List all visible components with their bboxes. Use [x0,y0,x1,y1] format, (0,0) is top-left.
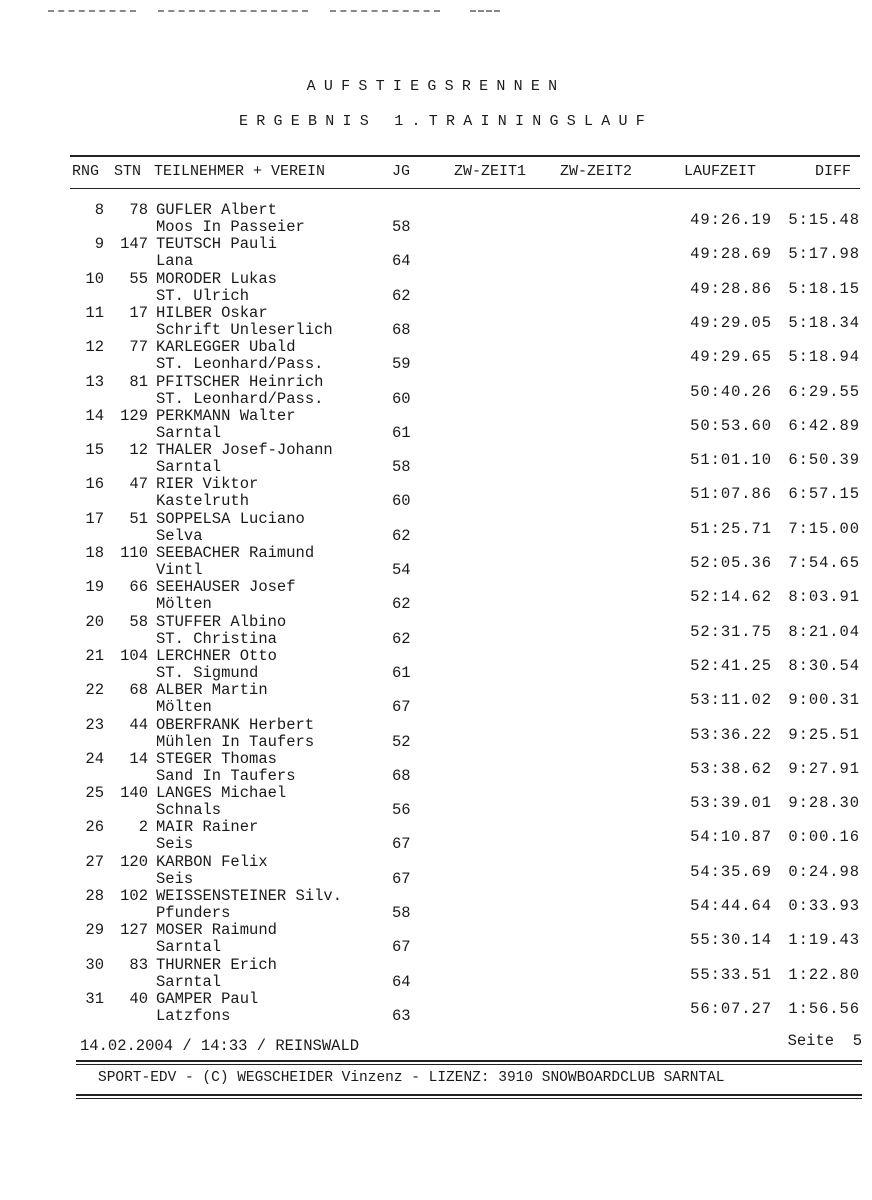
rank: 22 [85,681,104,700]
participant-name: MAIR Rainer [156,818,259,837]
start-number: 102 [120,887,148,905]
time-difference: 0:33.93 [788,897,860,915]
participant-name: SOPPELSA Luciano [156,509,305,528]
header-diff: DIFF [815,163,852,180]
table-row [0,544,872,578]
run-time: 49:28.69 [690,245,772,264]
club-name: Sarntal [156,972,222,991]
club-name: Seis [156,835,194,854]
rank: 24 [85,749,104,768]
table-row [0,784,872,818]
run-time: 53:11.02 [690,691,772,710]
rank: 27 [85,852,104,871]
birth-year: 61 [392,423,411,442]
header-jg: JG [392,163,411,180]
club-name: Selva [156,526,203,545]
table-row [0,956,872,990]
club-name: ST. Christina [156,629,277,648]
time-difference: 6:29.55 [788,382,860,401]
participant-name: RIER Viktor [156,475,259,494]
time-difference: 1:19.43 [788,931,860,950]
time-difference: 7:15.00 [788,519,860,538]
run-time: 49:26.19 [690,211,772,229]
club-name: Pfunders [156,904,231,922]
start-number: 66 [129,578,148,597]
birth-year: 62 [392,526,411,545]
run-time: 54:10.87 [690,828,772,847]
start-number: 68 [129,681,148,700]
time-difference: 6:57.15 [788,485,860,504]
club-name: Vintl [156,561,203,579]
time-difference: 7:54.65 [788,554,860,572]
club-name: Lana [156,252,194,271]
birth-year: 64 [392,972,411,991]
header-zw2: ZW-ZEIT2 [560,163,633,180]
rank: 18 [85,544,104,562]
participant-name: ALBER Martin [156,681,268,700]
table-row [0,475,872,509]
birth-year: 61 [392,663,411,682]
start-number: 51 [129,509,148,528]
rank: 23 [85,715,104,734]
start-number: 47 [129,475,148,494]
start-number: 120 [120,852,148,871]
header-top-rule [70,155,860,157]
scan-mark [330,10,440,12]
table-row [0,338,872,372]
start-number: 140 [120,784,148,803]
start-number: 127 [120,921,148,940]
participant-name: HILBER Oskar [156,303,268,322]
start-number: 14 [129,749,148,768]
run-time: 55:33.51 [690,965,772,984]
run-time: 52:31.75 [690,622,772,641]
participant-name: THURNER Erich [156,955,277,974]
birth-year: 62 [392,595,411,614]
time-difference: 0:24.98 [788,862,860,881]
club-name: Kastelruth [156,492,250,511]
table-row [0,921,872,955]
start-number: 44 [129,715,148,734]
start-number: 104 [120,646,148,665]
table-row [0,510,872,544]
time-difference: 5:18.15 [788,279,860,298]
start-number: 12 [129,441,148,460]
birth-year: 59 [392,355,411,374]
participant-name: THALER Josef-Johann [156,441,333,460]
club-name: Mühlen In Taufers [156,732,315,751]
table-row [0,647,872,681]
table-row [0,201,872,235]
run-time: 49:28.86 [690,279,772,298]
scan-mark [48,10,136,12]
table-row [0,853,872,887]
time-difference: 9:28.30 [788,794,860,813]
start-number: 147 [120,235,148,254]
participant-name: STUFFER Albino [156,612,287,631]
footer-credit: SPORT-EDV - (C) WEGSCHEIDER Vinzenz - LIZENZ: 3910 SNOWBOARDCLUB SARNTAL [98,1070,725,1086]
table-row [0,818,872,852]
rank: 14 [85,406,104,425]
table-row [0,716,872,750]
birth-year: 56 [392,801,411,820]
header-stn: STN [114,163,142,180]
rank: 31 [85,989,104,1008]
birth-year: 62 [392,629,411,648]
footer-bottom-rule-2 [76,1098,862,1099]
run-time: 51:25.71 [690,519,772,538]
rank: 11 [85,303,104,322]
run-time: 52:41.25 [690,656,772,675]
table-row [0,304,872,338]
club-name: Latzfons [156,1006,231,1025]
table-row [0,441,872,475]
participant-name: STEGER Thomas [156,749,277,768]
participant-name: SEEHAUSER Josef [156,578,296,597]
start-number: 40 [129,989,148,1008]
birth-year: 52 [392,732,411,751]
rank: 28 [85,887,104,905]
table-row [0,578,872,612]
club-name: Schrift Unleserlich [156,320,333,339]
start-number: 55 [129,269,148,288]
club-name: Seis [156,869,194,888]
birth-year: 63 [392,1006,411,1025]
run-time: 52:14.62 [690,588,772,607]
run-time: 56:07.27 [690,999,772,1018]
footer-top-rule [76,1060,862,1062]
participant-name: WEISSENSTEINER Silv. [156,887,343,905]
table-row [0,373,872,407]
birth-year: 67 [392,938,411,957]
start-number: 81 [129,372,148,391]
table-row [0,613,872,647]
birth-year: 67 [392,869,411,888]
table-row [0,887,872,921]
rank: 15 [85,441,104,460]
participant-name: PERKMANN Walter [156,406,296,425]
participant-name: KARBON Felix [156,852,268,871]
rank: 21 [85,646,104,665]
time-difference: 8:30.54 [788,656,860,675]
start-number: 78 [129,201,148,219]
club-name: Moos In Passeier [156,218,305,236]
club-name: Mölten [156,595,212,614]
start-number: 77 [129,338,148,357]
birth-year: 68 [392,320,411,339]
run-time: 55:30.14 [690,931,772,950]
rank: 16 [85,475,104,494]
rank: 12 [85,338,104,357]
table-row [0,407,872,441]
run-time: 54:35.69 [690,862,772,881]
birth-year: 60 [392,492,411,511]
participant-name: SEEBACHER Raimund [156,544,315,562]
time-difference: 6:42.89 [788,416,860,435]
birth-year: 54 [392,561,411,579]
time-difference: 9:27.91 [788,759,860,778]
participant-name: MOSER Raimund [156,921,277,940]
rank: 9 [94,235,104,254]
footer-date-location: 14.02.2004 / 14:33 / REINSWALD [80,1037,360,1055]
club-name: Sarntal [156,423,222,442]
time-difference: 5:18.34 [788,313,860,332]
club-name: ST. Leonhard/Pass. [156,355,324,374]
run-time: 49:29.05 [690,313,772,332]
start-number: 17 [129,303,148,322]
time-difference: 8:21.04 [788,622,860,641]
start-number: 110 [120,544,148,562]
time-difference: 9:25.51 [788,725,860,744]
rank: 29 [85,921,104,940]
start-number: 129 [120,406,148,425]
time-difference: 8:03.91 [788,588,860,607]
run-time: 50:53.60 [690,416,772,435]
start-number: 2 [138,818,148,837]
table-row [0,235,872,269]
header-time: LAUFZEIT [684,163,757,180]
club-name: Sarntal [156,938,222,957]
footer-page-number: Seite 5 [787,1032,862,1050]
time-difference: 0:00.16 [788,828,860,847]
scan-mark [158,10,308,12]
birth-year: 58 [392,218,411,236]
run-time: 53:38.62 [690,759,772,778]
birth-year: 64 [392,252,411,271]
document-subtitle: ERGEBNIS 1.TRAININGSLAUF [238,113,654,130]
participant-name: PFITSCHER Heinrich [156,372,324,391]
header-rng: RNG [72,163,100,180]
rank: 19 [85,578,104,597]
run-time: 49:29.65 [690,348,772,367]
rank: 10 [85,269,104,288]
time-difference: 5:17.98 [788,245,860,264]
rank: 20 [85,612,104,631]
participant-name: LANGES Michael [156,784,287,803]
footer-bottom-rule [76,1094,862,1096]
participant-name: GAMPER Paul [156,989,259,1008]
header-name: TEILNEHMER + VEREIN [154,163,326,180]
rank: 17 [85,509,104,528]
table-row [0,270,872,304]
start-number: 83 [129,955,148,974]
participant-name: GUFLER Albert [156,201,277,219]
birth-year: 62 [392,286,411,305]
club-name: Schnals [156,801,222,820]
rank: 13 [85,372,104,391]
run-time: 54:44.64 [690,897,772,915]
time-difference: 9:00.31 [788,691,860,710]
rank: 30 [85,955,104,974]
header-zw1: ZW-ZEIT1 [454,163,527,180]
table-row [0,681,872,715]
club-name: Mölten [156,698,212,717]
club-name: ST. Leonhard/Pass. [156,389,324,408]
participant-name: TEUTSCH Pauli [156,235,277,254]
run-time: 53:36.22 [690,725,772,744]
rank: 25 [85,784,104,803]
header-bottom-rule [70,188,860,189]
birth-year: 67 [392,835,411,854]
run-time: 52:05.36 [690,554,772,572]
birth-year: 60 [392,389,411,408]
table-row [0,750,872,784]
run-time: 51:01.10 [690,451,772,470]
rank: 8 [94,201,104,219]
run-time: 50:40.26 [690,382,772,401]
birth-year: 58 [392,458,411,477]
participant-name: KARLEGGER Ubald [156,338,296,357]
time-difference: 5:15.48 [788,211,860,229]
footer-top-rule-2 [76,1064,862,1065]
time-difference: 6:50.39 [788,451,860,470]
run-time: 51:07.86 [690,485,772,504]
club-name: Sarntal [156,458,222,477]
document-title: AUFSTIEGSRENNEN [306,78,566,95]
participant-name: MORODER Lukas [156,269,277,288]
birth-year: 58 [392,904,411,922]
time-difference: 1:56.56 [788,999,860,1018]
club-name: Sand In Taufers [156,766,296,785]
table-row [0,990,872,1024]
time-difference: 1:22.80 [788,965,860,984]
birth-year: 68 [392,766,411,785]
birth-year: 67 [392,698,411,717]
scan-mark [470,10,500,12]
start-number: 58 [129,612,148,631]
time-difference: 5:18.94 [788,348,860,367]
participant-name: OBERFRANK Herbert [156,715,315,734]
run-time: 53:39.01 [690,794,772,813]
participant-name: LERCHNER Otto [156,646,277,665]
rank: 26 [85,818,104,837]
club-name: ST. Sigmund [156,663,259,682]
club-name: ST. Ulrich [156,286,250,305]
